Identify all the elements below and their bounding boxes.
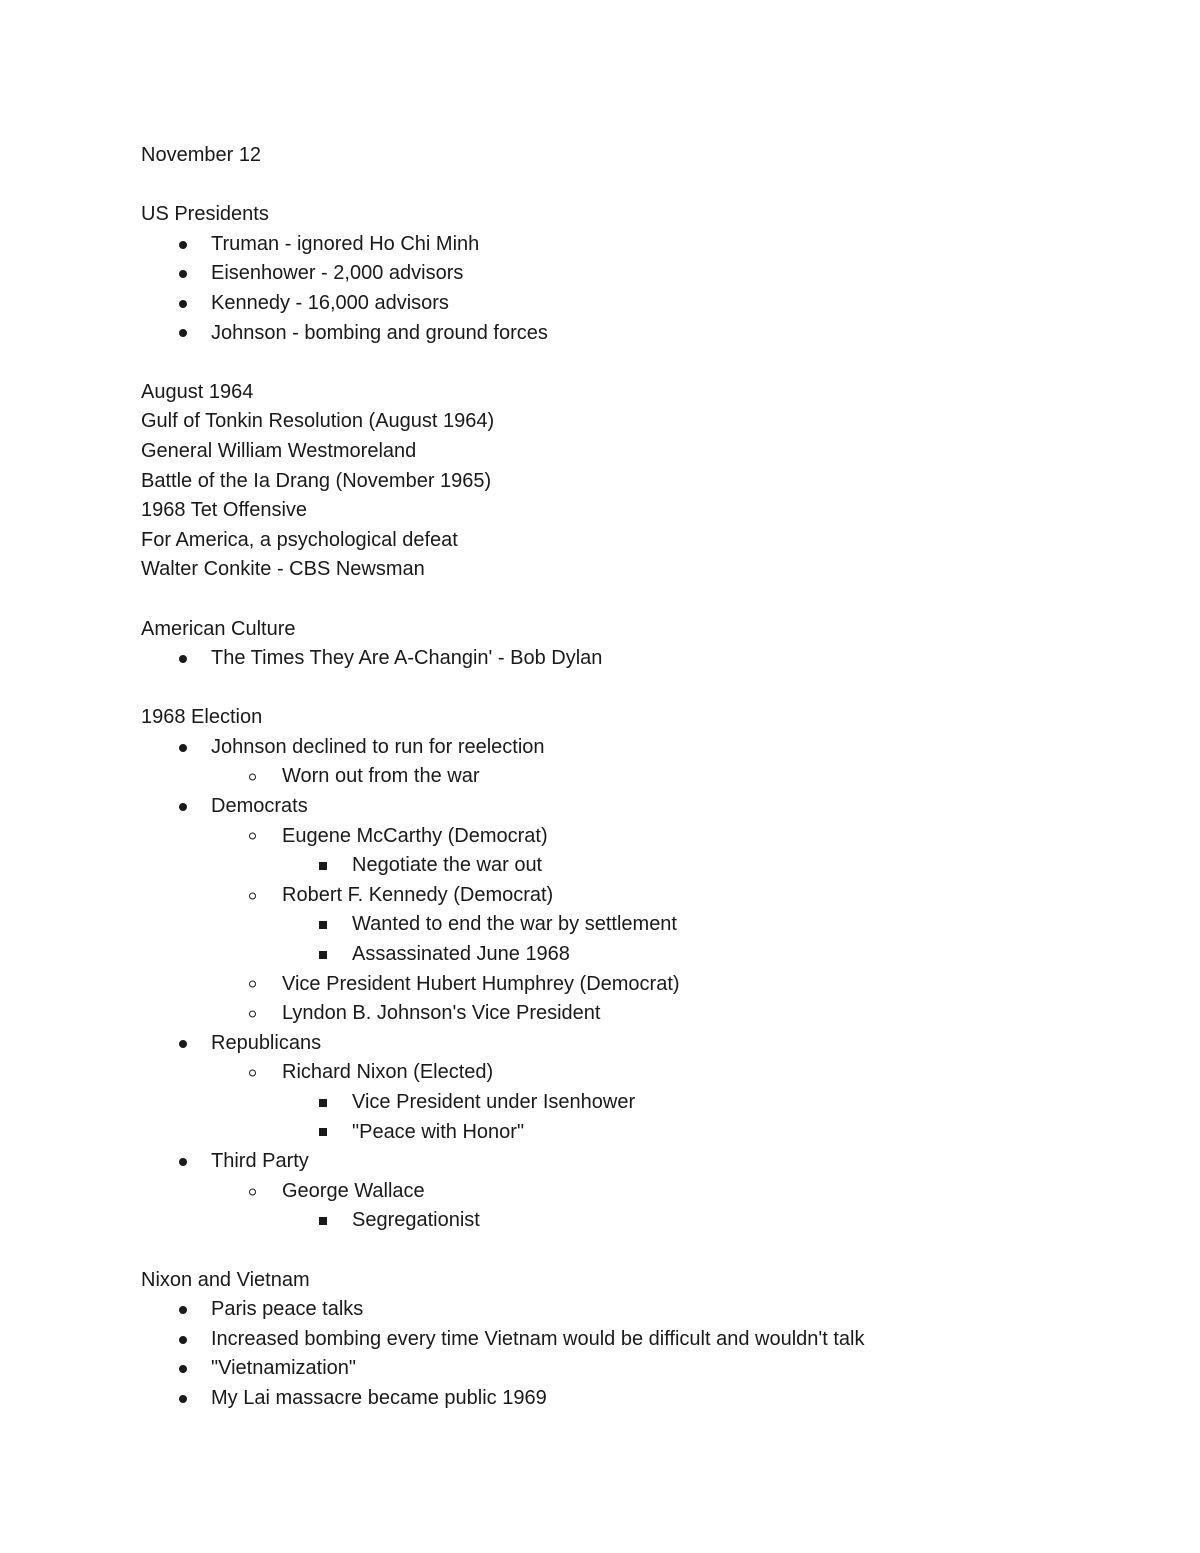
list-item — [141, 1354, 1141, 1384]
section-heading-american-culture: American Culture — [141, 617, 296, 640]
list-item-text: Worn out from the war — [282, 765, 480, 788]
list-item — [141, 970, 1141, 1000]
spacer — [141, 585, 1141, 615]
spacer — [141, 348, 1141, 378]
list-item-text: Johnson declined to run for reelection — [211, 735, 545, 758]
list-item — [141, 1325, 1141, 1355]
list-item — [141, 1118, 1141, 1148]
bullet-square-icon — [319, 1099, 327, 1107]
bullet-square-icon — [319, 951, 327, 959]
list-item-text: Robert F. Kennedy (Democrat) — [282, 883, 554, 906]
list-item — [141, 1177, 1141, 1207]
list-item — [141, 259, 1141, 289]
list-item-text: Third Party — [211, 1150, 309, 1173]
bullet-circle-icon — [249, 1011, 256, 1018]
event-line: Gulf of Tonkin Resolution (August 1964) — [141, 410, 495, 433]
bullet-disc-icon — [179, 1336, 187, 1344]
list-item-text: Kennedy - 16,000 advisors — [211, 291, 449, 314]
document-body — [141, 141, 1141, 1414]
bullet-square-icon — [319, 862, 327, 870]
section-heading-1968-election: 1968 Election — [141, 706, 263, 729]
list-item-text: Segregationist — [352, 1209, 480, 1232]
bullet-circle-icon — [249, 1070, 256, 1077]
bullet-disc-icon — [179, 1306, 187, 1314]
list-item-text: Lyndon B. Johnson's Vice President — [282, 1002, 601, 1025]
bullet-disc-icon — [179, 329, 187, 337]
list-item-text: Negotiate the war out — [352, 854, 543, 877]
bullet-square-icon — [319, 1217, 327, 1225]
list-item-text: Johnson - bombing and ground forces — [211, 321, 548, 344]
list-item-text: Eisenhower - 2,000 advisors — [211, 262, 464, 285]
list-item-text: Richard Nixon (Elected) — [282, 1061, 494, 1084]
list-item-text: Increased bombing every time Vietnam would be difficult and wouldn't talk — [211, 1327, 865, 1350]
bullet-circle-icon — [249, 774, 256, 781]
list-item-text: Wanted to end the war by settlement — [352, 913, 677, 936]
bullet-disc-icon — [179, 803, 187, 811]
section-heading-nixon-vietnam: Nixon and Vietnam — [141, 1268, 310, 1291]
list-item — [141, 644, 1141, 674]
list-item — [141, 289, 1141, 319]
list-item-text: Democrats — [211, 795, 308, 818]
section-heading-us-presidents: US Presidents — [141, 203, 269, 226]
list-item-text: Vice President Hubert Humphrey (Democrat) — [282, 972, 680, 995]
bullet-circle-icon — [249, 1188, 256, 1195]
event-line: August 1964 — [141, 380, 254, 403]
list-item — [141, 822, 1141, 852]
list-item-text: Vice President under Isenhower — [352, 1091, 636, 1113]
bullet-disc-icon — [179, 241, 187, 249]
event-line: General William Westmoreland — [141, 439, 417, 462]
list-item-text: Eugene McCarthy (Democrat) — [282, 824, 548, 847]
event-line: 1968 Tet Offensive — [141, 499, 308, 522]
list-item — [141, 1147, 1141, 1177]
bullet-circle-icon — [249, 833, 256, 840]
bullet-disc-icon — [179, 655, 187, 663]
list-item-text: "Peace with Honor" — [352, 1120, 525, 1143]
list-item-text: Truman - ignored Ho Chi Minh — [211, 232, 480, 255]
list-item — [141, 1088, 1141, 1118]
list-item — [141, 1295, 1141, 1325]
list-item — [141, 792, 1141, 822]
bullet-disc-icon — [179, 744, 187, 752]
list-item — [141, 1206, 1141, 1236]
bullet-square-icon — [319, 1128, 327, 1136]
event-line: Battle of the Ia Drang (November 1965) — [141, 469, 492, 492]
bullet-disc-icon — [179, 1158, 187, 1166]
list-item — [141, 910, 1141, 940]
bullet-disc-icon — [179, 270, 187, 278]
list-item — [141, 1029, 1141, 1059]
spacer — [141, 171, 1141, 201]
list-item — [141, 1058, 1141, 1088]
list-item-text: The Times They Are A-Changin' - Bob Dylan — [211, 647, 603, 670]
bullet-disc-icon — [179, 1365, 187, 1373]
list-item-text: Republicans — [211, 1031, 322, 1054]
list-item — [141, 940, 1141, 970]
list-item — [141, 881, 1141, 911]
list-item — [141, 230, 1141, 260]
list-item-text: My Lai massacre became public 1969 — [211, 1386, 547, 1409]
bullet-disc-icon — [179, 1395, 187, 1403]
bullet-circle-icon — [249, 981, 256, 988]
list-item-text: Assassinated June 1968 — [352, 943, 570, 966]
date-heading: November 12 — [141, 144, 262, 166]
bullet-square-icon — [319, 921, 327, 929]
list-item-text: Paris peace talks — [211, 1298, 364, 1321]
list-item — [141, 762, 1141, 792]
spacer — [141, 674, 1141, 704]
bullet-disc-icon — [179, 300, 187, 308]
spacer — [141, 1236, 1141, 1266]
list-item — [141, 319, 1141, 349]
event-line: For America, a psychological defeat — [141, 528, 458, 551]
list-item-text: George Wallace — [282, 1179, 425, 1202]
list-item — [141, 851, 1141, 881]
list-item — [141, 733, 1141, 763]
list-item — [141, 999, 1141, 1029]
event-line: Walter Conkite - CBS Newsman — [141, 558, 425, 581]
bullet-disc-icon — [179, 1040, 187, 1048]
bullet-circle-icon — [249, 892, 256, 899]
list-item-text: "Vietnamization" — [211, 1357, 357, 1380]
list-item — [141, 1384, 1141, 1414]
